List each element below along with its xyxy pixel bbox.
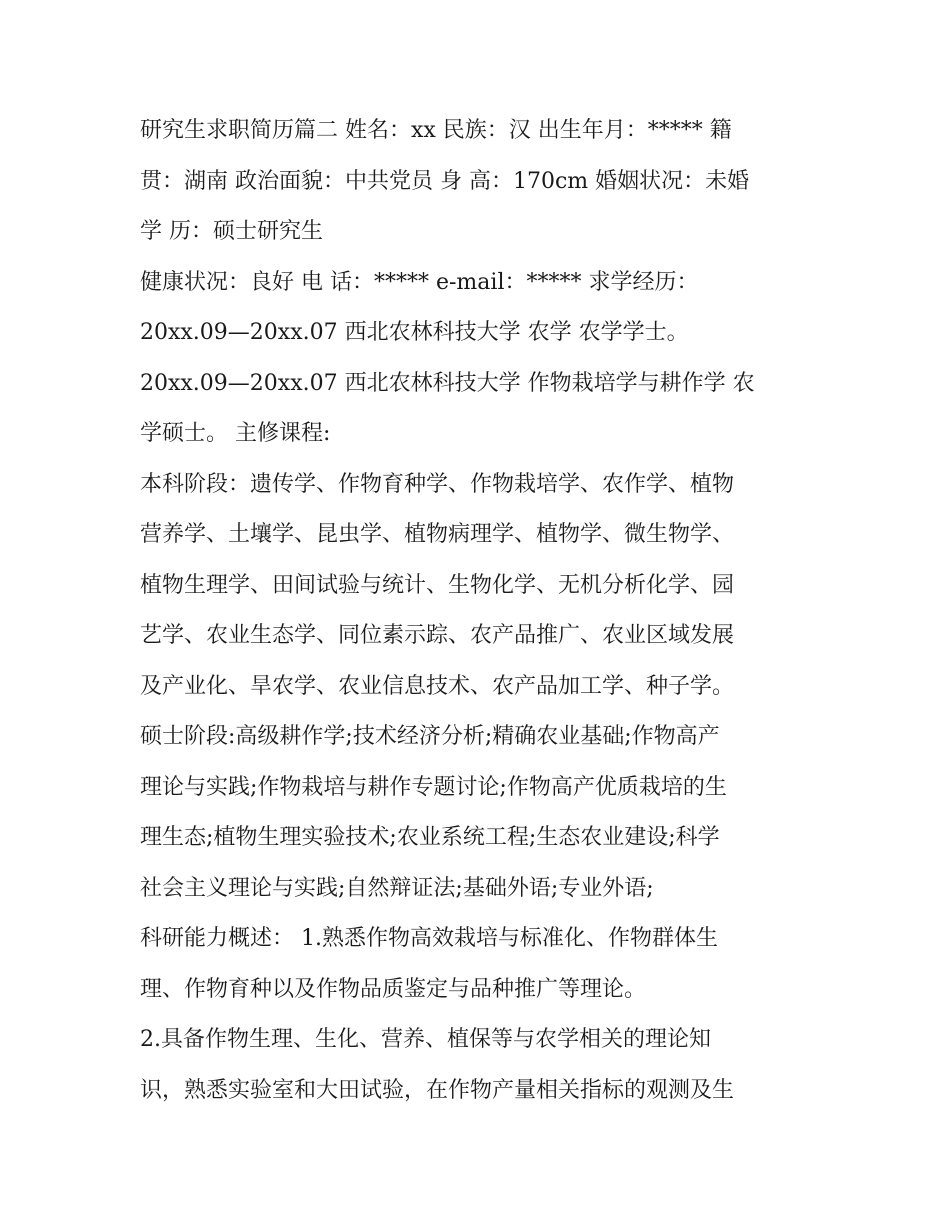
text-line: 植物生理学、田间试验与统计、生物化学、无机分析化学、园 <box>140 572 735 598</box>
text-line: 艺学、农业生态学、同位素示踪、农产品推广、农业区域发展 <box>140 623 735 648</box>
text-line: 学 历：硕士研究生 <box>140 219 323 244</box>
text-line: 营养学、土壤学、昆虫学、植物病理学、植物学、微生物学、 <box>140 522 735 547</box>
resume-body-text <box>140 106 820 1116</box>
text-line: 科研能力概述： 1.熟悉作物高效栽培与标准化、作物群体生 <box>140 926 718 951</box>
text-line: 硕士阶段:高级耕作学;技术经济分析;精确农业基础;作物高产 <box>140 724 720 749</box>
text-line: 理论与实践;作物栽培与耕作专题讨论;作物高产优质栽培的生 <box>140 774 727 800</box>
text-line: 及产业化、旱农学、农业信息技术、农产品加工学、种子学。 <box>140 673 735 699</box>
text-line: 本科阶段：遗传学、作物育种学、作物栽培学、农作学、植物 <box>140 471 735 497</box>
text-line: 社会主义理论与实践;自然辩证法;基础外语;专业外语; <box>140 875 654 901</box>
text-line: 健康状况：良好 电 话：***** e-mail：***** 求学经历： <box>140 269 699 295</box>
text-line: 理生态;植物生理实验技术;农业系统工程;生态农业建设;科学 <box>140 825 720 850</box>
text-line: 20xx.09—20xx.07 西北农林科技大学 作物栽培学与耕作学 农 <box>140 370 755 396</box>
text-line: 识，熟悉实验室和大田试验，在作物产量相关指标的观测及生 <box>140 1077 735 1103</box>
text-line: 学硕士。 主修课程: <box>140 421 331 446</box>
text-line: 20xx.09—20xx.07 西北农林科技大学 农学 农学学士。 <box>140 320 689 345</box>
text-line: 贯：湖南 政治面貌：中共党员 身 高：170cm 婚姻状况：未婚 <box>140 168 750 194</box>
text-line: 2.具备作物生理、生化、营养、植保等与农学相关的理论知 <box>140 1027 711 1052</box>
text-line: 理、作物育种以及作物品质鉴定与品种推广等理论。 <box>140 976 647 1002</box>
text-line: 研究生求职简历篇二 姓名：xx 民族：汉 出生年月：***** 籍 <box>140 118 732 143</box>
